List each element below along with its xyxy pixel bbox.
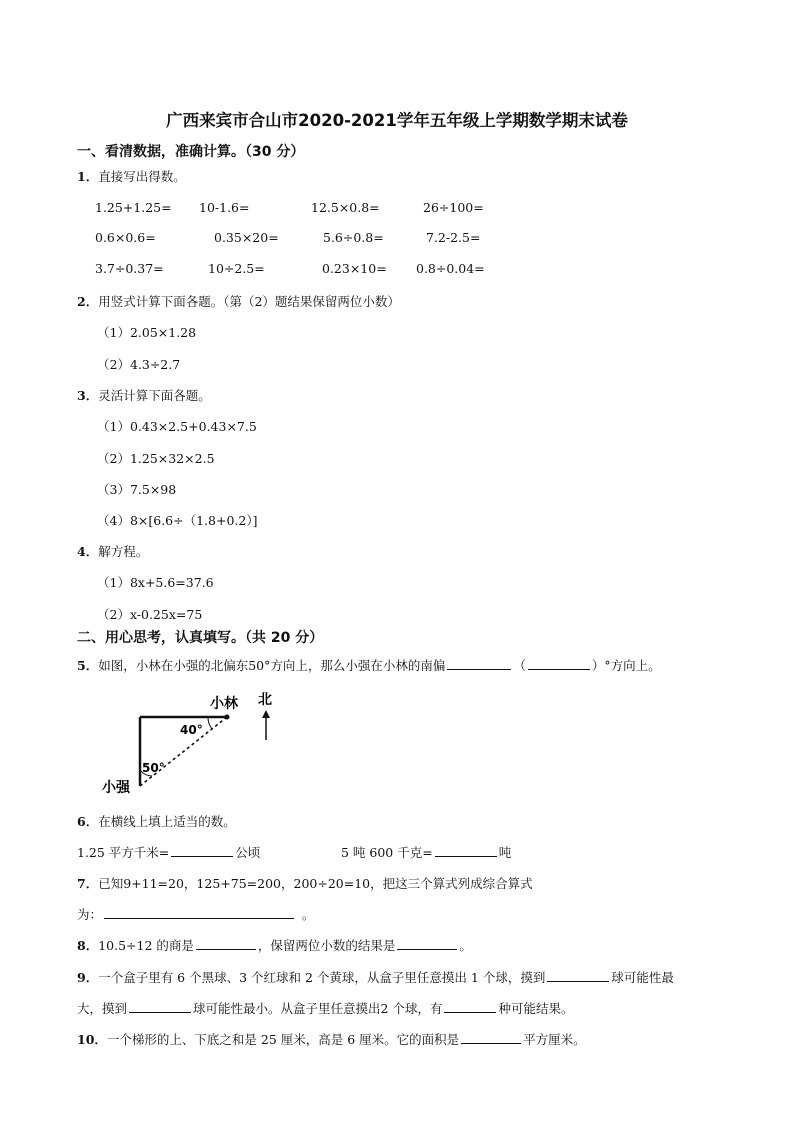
question-9 <box>77 968 674 986</box>
question-text: 10.5÷12 的商是 <box>98 938 194 953</box>
question-number: 10． <box>77 1032 107 1047</box>
question-number: 8． <box>77 938 99 953</box>
question-number: 5． <box>77 658 99 673</box>
q1-cell: 0.6×0.6= <box>95 230 156 245</box>
question-number: 9． <box>77 970 99 985</box>
question-text: 球可能性最小。从盒子里任意摸出2 个球，有 <box>193 1001 443 1016</box>
direction-diagram <box>100 688 300 798</box>
question-text: 用竖式计算下面各题。（第（2）题结果保留两位小数） <box>98 294 400 309</box>
sub-item: （1）2.05×1.28 <box>97 325 197 340</box>
q7-prefix: 为： <box>77 907 103 922</box>
question-text: 球可能性最 <box>611 970 674 985</box>
q7-suffix: 。 <box>302 907 315 922</box>
answer-blank[interactable] <box>129 999 191 1013</box>
label-xiaoqiang: 小强 <box>102 780 130 796</box>
question-7 <box>77 874 533 892</box>
question-text: 平方厘米。 <box>523 1032 586 1047</box>
sub-item: （1）0.43×2.5+0.43×7.5 <box>97 419 257 434</box>
question-number: 4． <box>77 544 99 559</box>
q1-cell: 0.23×10= <box>322 261 387 276</box>
angle-bottom-label: 50° <box>142 761 165 775</box>
q1-cell: 1.25+1.25= <box>95 200 172 215</box>
sub-item: （1）8x+5.6=37.6 <box>97 575 214 590</box>
sub-item: （2）x-0.25x=75 <box>97 607 203 622</box>
q1-cell: 7.2-2.5= <box>426 230 481 245</box>
sub-item: （2）4.3÷2.7 <box>97 357 181 372</box>
section-1-heading: 一、看清数据，准确计算。（30 分） <box>77 144 305 160</box>
answer-blank[interactable] <box>435 843 497 857</box>
question-2 <box>77 292 400 310</box>
question-5 <box>77 656 661 674</box>
answer-blank[interactable] <box>447 656 511 670</box>
answer-blank[interactable] <box>104 905 294 919</box>
page-title: 广西来宾市合山市2020-2021学年五年级上学期数学期末试卷 <box>166 111 628 130</box>
angle-top-label: 40° <box>180 723 203 737</box>
question-number: 2． <box>77 294 99 309</box>
q1-cell: 0.8÷0.04= <box>416 261 485 276</box>
q1-cell: 5.6÷0.8= <box>323 230 384 245</box>
angle-arc-top <box>208 717 212 729</box>
question-number: 6． <box>77 814 99 829</box>
question-text: 。 <box>459 938 472 953</box>
question-text: 在横线上填上适当的数。 <box>98 814 236 829</box>
answer-blank[interactable] <box>528 656 590 670</box>
question-text: 如图，小林在小强的北偏东50°方向上，那么小强在小林的南偏 <box>98 658 446 673</box>
q1-cell: 26÷100= <box>423 200 484 215</box>
paren: （ <box>513 658 526 673</box>
q7-line2 <box>77 905 315 923</box>
question-text: 一个梯形的上、下底之和是 25 厘米，高是 6 厘米。它的面积是 <box>106 1032 460 1047</box>
label-xiaolin: 小林 <box>210 696 238 712</box>
answer-blank[interactable] <box>444 999 496 1013</box>
sub-item: （2）1.25×32×2.5 <box>97 451 215 466</box>
question-text: 直接写出得数。 <box>98 169 186 184</box>
north-arrow-icon <box>262 710 270 718</box>
question-3 <box>77 386 211 404</box>
q1-cell: 0.35×20= <box>214 230 279 245</box>
answer-blank[interactable] <box>461 1030 521 1044</box>
q1-cell: 12.5×0.8= <box>311 200 380 215</box>
question-text: 大，摸到 <box>77 1001 128 1016</box>
q9-line2 <box>77 999 573 1017</box>
q6-part-b: 5 吨 600 千克= <box>341 845 433 860</box>
question-text: ）°方向上。 <box>591 658 661 673</box>
q6-part-a: 1.25 平方千米= <box>77 845 170 860</box>
label-north: 北 <box>258 692 272 708</box>
question-1 <box>77 167 186 185</box>
question-10 <box>77 1030 586 1048</box>
question-text: 灵活计算下面各题。 <box>98 388 211 403</box>
section-2-heading: 二、用心思考，认真填写。（共 20 分） <box>77 630 324 646</box>
answer-blank[interactable] <box>196 936 256 950</box>
q1-cell: 10-1.6= <box>199 200 250 215</box>
q6-unit-a: 公顷 <box>235 845 261 860</box>
question-4 <box>77 542 148 560</box>
q6-unit-b: 吨 <box>498 845 512 860</box>
point-xiaolin <box>225 715 230 720</box>
q1-cell: 3.7÷0.37= <box>95 261 164 276</box>
question-number: 1． <box>77 169 99 184</box>
q1-cell: 10÷2.5= <box>208 261 265 276</box>
q6-line <box>77 843 260 861</box>
question-text: 种可能结果。 <box>498 1001 574 1016</box>
answer-blank[interactable] <box>397 936 457 950</box>
answer-blank[interactable] <box>171 843 233 857</box>
question-6 <box>77 812 236 830</box>
q6-line <box>341 843 511 861</box>
question-number: 7． <box>77 876 99 891</box>
question-number: 3． <box>77 388 99 403</box>
sub-item: （3）7.5×98 <box>97 482 177 497</box>
answer-blank[interactable] <box>547 968 609 982</box>
sub-item: （4）8×[6.6÷（1.8+0.2）] <box>97 513 258 528</box>
question-text: 解方程。 <box>98 544 149 559</box>
question-text: 已知9+11=20，125+75=200，200÷20=10，把这三个算式列成综合算式 <box>98 876 533 891</box>
question-text: ，保留两位小数的结果是 <box>257 938 396 953</box>
question-8 <box>77 936 472 954</box>
question-text: 一个盒子里有 6 个黑球、3 个红球和 2 个黄球，从盒子里任意摸出 1 个球，摸到 <box>98 970 546 985</box>
